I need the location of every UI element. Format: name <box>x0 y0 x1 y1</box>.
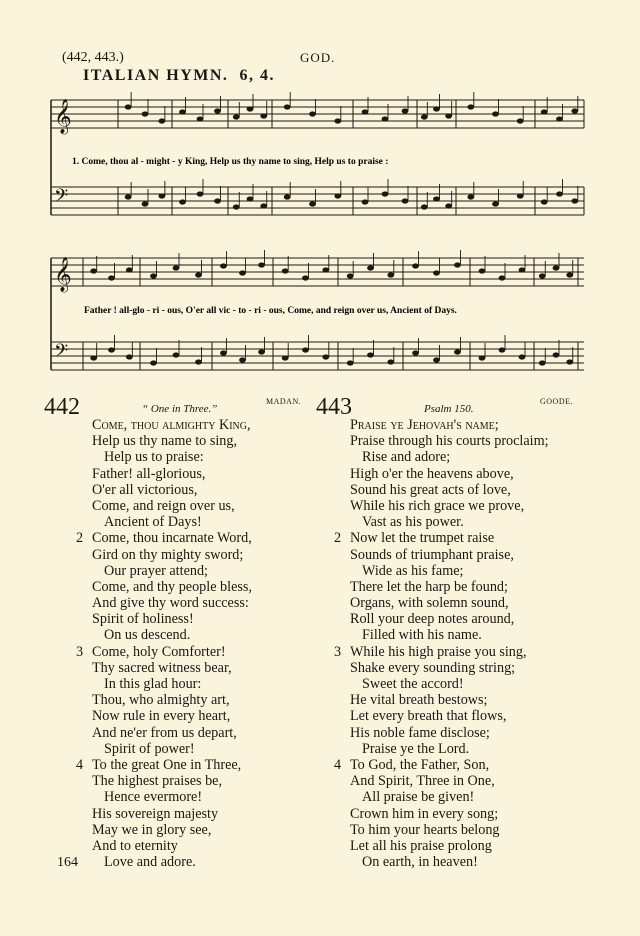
note-head <box>282 268 289 273</box>
note-head <box>220 263 227 268</box>
verse-line <box>76 708 306 724</box>
verse-line <box>76 530 306 546</box>
note-head <box>302 275 309 280</box>
verse-line <box>76 741 306 757</box>
verse-line <box>334 627 594 643</box>
verse-line <box>334 530 594 546</box>
note-head <box>179 109 186 114</box>
verse-line <box>334 838 594 854</box>
verse-line <box>76 498 306 514</box>
verse-text: O'er all victorious, <box>92 481 198 498</box>
verse-text: Now let the trumpet raise <box>350 530 495 547</box>
verse-number: 2 <box>76 530 84 547</box>
verse-line <box>334 498 594 514</box>
note-head <box>247 196 254 201</box>
note-head <box>150 360 157 365</box>
verse-text: Vast as his power. <box>362 514 464 531</box>
verse-text: While his rich grace we prove, <box>350 497 525 514</box>
hymn-443-text <box>334 417 594 870</box>
note-head <box>214 198 221 203</box>
verse-text: May we in glory see, <box>92 821 212 838</box>
verse-line <box>76 676 306 692</box>
verse-line <box>334 449 594 465</box>
verse-text: Come, thou almighty King, <box>92 417 251 433</box>
verse-line <box>334 579 594 595</box>
verse-text: Crown him in every song; <box>350 805 499 822</box>
note-head <box>539 360 546 365</box>
note-head <box>90 355 97 360</box>
verse-text: While his high praise you sing, <box>350 643 527 660</box>
note-head <box>142 111 149 116</box>
verse-text: Gird on thy mighty sword; <box>92 546 244 563</box>
verse-line <box>76 611 306 627</box>
verse-text: High o'er the heavens above, <box>350 465 514 482</box>
verse-text: Help us to praise: <box>104 449 204 466</box>
verse-text: Roll your deep notes around, <box>350 611 515 628</box>
verse-number: 4 <box>334 756 342 773</box>
verse-text: Organs, with solemn sound, <box>350 595 509 612</box>
verse-line <box>334 611 594 627</box>
note-head <box>517 118 524 123</box>
note-head <box>195 359 202 364</box>
tune-meter: 6, 4. <box>239 67 275 84</box>
verse-text: Shake every sounding string; <box>350 659 516 676</box>
note-head <box>309 201 316 206</box>
note-head <box>571 198 578 203</box>
note-head <box>173 352 180 357</box>
verse-text: His sovereign majesty <box>92 805 219 822</box>
verse-line <box>334 547 594 563</box>
hymn-443-subtitle: Psalm 150. <box>424 403 474 415</box>
note-head <box>454 349 461 354</box>
verse-line <box>76 627 306 643</box>
verse-text: In this glad hour: <box>104 676 202 692</box>
note-head <box>387 272 394 277</box>
verse-text: And ne'er from us depart, <box>92 724 237 741</box>
verse-text: Spirit of holiness! <box>92 611 194 628</box>
verse-text: The highest praises be, <box>92 773 223 790</box>
verse-line <box>76 757 306 773</box>
verse-line <box>76 660 306 676</box>
verse-text: To him your hearts belong <box>350 821 500 838</box>
note-head <box>382 116 389 121</box>
verse-line <box>76 417 306 433</box>
verse-text: Now rule in every heart, <box>92 708 231 725</box>
verse-text: Sound his great acts of love, <box>350 481 511 498</box>
note-head <box>553 352 560 357</box>
note-head <box>258 349 265 354</box>
note-head <box>220 350 227 355</box>
note-head <box>421 114 428 119</box>
note-head <box>454 262 461 267</box>
note-head <box>258 262 265 267</box>
note-head <box>125 194 132 199</box>
verse-text: Help us thy name to sing, <box>92 433 238 450</box>
note-head <box>233 114 240 119</box>
note-head <box>517 193 524 198</box>
note-head <box>195 272 202 277</box>
note-head <box>90 268 97 273</box>
verse-text: To God, the Father, Son, <box>350 756 490 773</box>
verse-number: 3 <box>334 643 342 660</box>
verse-line <box>76 563 306 579</box>
verse-line <box>334 725 594 741</box>
verse-line <box>76 595 306 611</box>
note-head <box>367 352 374 357</box>
note-head <box>282 355 289 360</box>
verse-line <box>76 482 306 498</box>
verse-line <box>334 854 594 870</box>
staff-systems <box>51 92 584 370</box>
verse-text: Sounds of triumphant praise, <box>350 546 514 563</box>
note-head <box>247 106 254 111</box>
verse-text: And give thy word success: <box>92 595 249 612</box>
verse-text: Praise ye the Lord. <box>362 740 470 757</box>
note-head <box>387 359 394 364</box>
verse-line <box>76 514 306 530</box>
verse-line <box>334 757 594 773</box>
note-head <box>445 113 452 118</box>
note-head <box>571 108 578 113</box>
lyrics-line-1: 1. Come, thou al - might - y King, Help us thy name to sing, Help us to praise : <box>72 157 389 167</box>
verse-text: Rise and adore; <box>362 449 451 466</box>
bass-clef: 𝄢 <box>54 186 69 211</box>
note-head <box>467 104 474 109</box>
note-head <box>260 113 267 118</box>
hymn-442-number: 442 <box>44 394 80 420</box>
verse-text: Ancient of Days! <box>104 514 202 531</box>
bass-clef: 𝄢 <box>54 341 69 366</box>
verse-text: On earth, in heaven! <box>362 854 478 871</box>
verse-text: Thy sacred witness bear, <box>92 659 232 676</box>
section-title: GOD. <box>300 50 336 65</box>
note-head <box>367 265 374 270</box>
verse-text: He vital breath bestows; <box>350 692 488 709</box>
verse-text: On us descend. <box>104 627 191 644</box>
note-head <box>433 196 440 201</box>
verse-text: Let all his praise prolong <box>350 837 492 854</box>
verse-text: To the great One in Three, <box>92 756 242 773</box>
verse-line <box>76 579 306 595</box>
verse-line <box>334 660 594 676</box>
note-head <box>553 265 560 270</box>
verse-line <box>334 433 594 449</box>
verse-line <box>334 692 594 708</box>
verse-text: Spirit of power! <box>104 740 195 757</box>
lyrics-line-2: Father ! all-glo - ri - ous, O'er all vic - to - ri - ous, Come, and reign over us, Ancient of Days. <box>84 306 457 316</box>
verse-text: Hence evermore! <box>104 789 203 806</box>
note-head <box>412 350 419 355</box>
hymn-443-author: GOODE. <box>540 397 573 406</box>
note-head <box>347 273 354 278</box>
note-head <box>499 275 506 280</box>
note-head <box>150 273 157 278</box>
verse-line <box>76 806 306 822</box>
verse-line <box>76 773 306 789</box>
verse-line <box>76 692 306 708</box>
note-head <box>519 354 526 359</box>
note-head <box>433 357 440 362</box>
note-head <box>126 354 133 359</box>
note-head <box>479 355 486 360</box>
note-head <box>322 267 329 272</box>
verse-line <box>334 514 594 530</box>
note-head <box>322 354 329 359</box>
note-head <box>302 347 309 352</box>
verse-line <box>76 644 306 660</box>
verse-text: All praise be given! <box>362 789 475 806</box>
verse-line <box>334 789 594 805</box>
hymn-numbers-header: (442, 443.) <box>62 50 124 65</box>
verse-line <box>334 708 594 724</box>
note-head <box>519 267 526 272</box>
note-head <box>108 347 115 352</box>
note-head <box>142 201 149 206</box>
verse-text: Sweet the accord! <box>362 676 464 692</box>
verse-text: Praise through his courts proclaim; <box>350 433 549 450</box>
note-head <box>382 191 389 196</box>
hymn-443-number: 443 <box>316 394 352 420</box>
note-head <box>566 359 573 364</box>
tune-name: ITALIAN HYMN. <box>83 67 229 84</box>
note-head <box>433 270 440 275</box>
note-head <box>260 203 267 208</box>
note-head <box>362 109 369 114</box>
note-head <box>158 118 165 123</box>
verse-text: There let the harp be found; <box>350 578 508 595</box>
verse-text: Let every breath that flows, <box>350 708 507 725</box>
note-head <box>214 108 221 113</box>
verse-line <box>76 789 306 805</box>
verse-text: Father! all-glorious, <box>92 465 206 482</box>
note-head <box>541 109 548 114</box>
note-head <box>197 116 204 121</box>
note-head <box>158 193 165 198</box>
hymn-442-author: MADAN. <box>266 397 302 406</box>
verse-line <box>76 838 306 854</box>
verse-line <box>76 547 306 563</box>
verse-line <box>334 482 594 498</box>
note-head <box>125 104 132 109</box>
treble-clef: 𝄞 <box>54 99 72 134</box>
verse-text: Come, thou incarnate Word, <box>92 530 252 547</box>
verse-number: 4 <box>76 756 84 773</box>
note-head <box>479 268 486 273</box>
note-head <box>541 199 548 204</box>
note-head <box>499 347 506 352</box>
note-head <box>433 106 440 111</box>
verse-line <box>76 822 306 838</box>
note-head <box>233 204 240 209</box>
music-score <box>0 0 640 390</box>
verse-line <box>76 433 306 449</box>
verse-line <box>334 741 594 757</box>
note-head <box>402 108 409 113</box>
note-head <box>239 357 246 362</box>
note-head <box>402 198 409 203</box>
verse-line <box>334 417 594 433</box>
verse-line <box>334 822 594 838</box>
note-head <box>309 111 316 116</box>
note-head <box>556 191 563 196</box>
verse-text: Love and adore. <box>104 854 196 871</box>
note-head <box>173 265 180 270</box>
page-number: 164 <box>57 855 78 870</box>
verse-line <box>334 563 594 579</box>
verse-text: Filled with his name. <box>362 627 482 644</box>
verse-text: Praise ye Jehovah's name; <box>350 417 499 433</box>
verse-text: His noble fame disclose; <box>350 724 490 741</box>
note-head <box>412 263 419 268</box>
verse-line <box>334 466 594 482</box>
verse-text: Wide as his fame; <box>362 562 464 579</box>
verse-text: Thou, who almighty art, <box>92 692 230 709</box>
note-head <box>445 203 452 208</box>
verse-line <box>76 725 306 741</box>
note-head <box>284 104 291 109</box>
treble-clef: 𝄞 <box>54 257 72 292</box>
verse-text: Come, and reign over us, <box>92 497 235 514</box>
note-head <box>108 275 115 280</box>
verse-line <box>76 466 306 482</box>
note-head <box>566 272 573 277</box>
note-head <box>284 194 291 199</box>
verse-number: 3 <box>76 643 84 660</box>
verse-text: Our prayer attend; <box>104 562 208 579</box>
note-head <box>492 111 499 116</box>
note-head <box>421 204 428 209</box>
note-head <box>126 267 133 272</box>
verse-line <box>334 806 594 822</box>
note-head <box>539 273 546 278</box>
note-head <box>334 193 341 198</box>
note-head <box>197 191 204 196</box>
verse-line <box>76 449 306 465</box>
verse-text: Come, and thy people bless, <box>92 578 252 595</box>
verse-text: And Spirit, Three in One, <box>350 773 495 790</box>
verse-line <box>334 644 594 660</box>
verse-line <box>334 676 594 692</box>
note-head <box>334 118 341 123</box>
hymn-442-text <box>76 417 306 870</box>
verse-number: 2 <box>334 530 342 547</box>
verse-text: Come, holy Comforter! <box>92 643 226 660</box>
note-head <box>347 360 354 365</box>
note-head <box>362 199 369 204</box>
note-head <box>467 194 474 199</box>
verse-line <box>334 773 594 789</box>
note-head <box>492 201 499 206</box>
verse-line <box>334 595 594 611</box>
verse-text: And to eternity <box>92 837 178 854</box>
note-head <box>179 199 186 204</box>
note-head <box>556 116 563 121</box>
verse-line <box>76 854 306 870</box>
note-head <box>239 270 246 275</box>
hymn-442-subtitle: “ One in Three.” <box>142 403 218 415</box>
